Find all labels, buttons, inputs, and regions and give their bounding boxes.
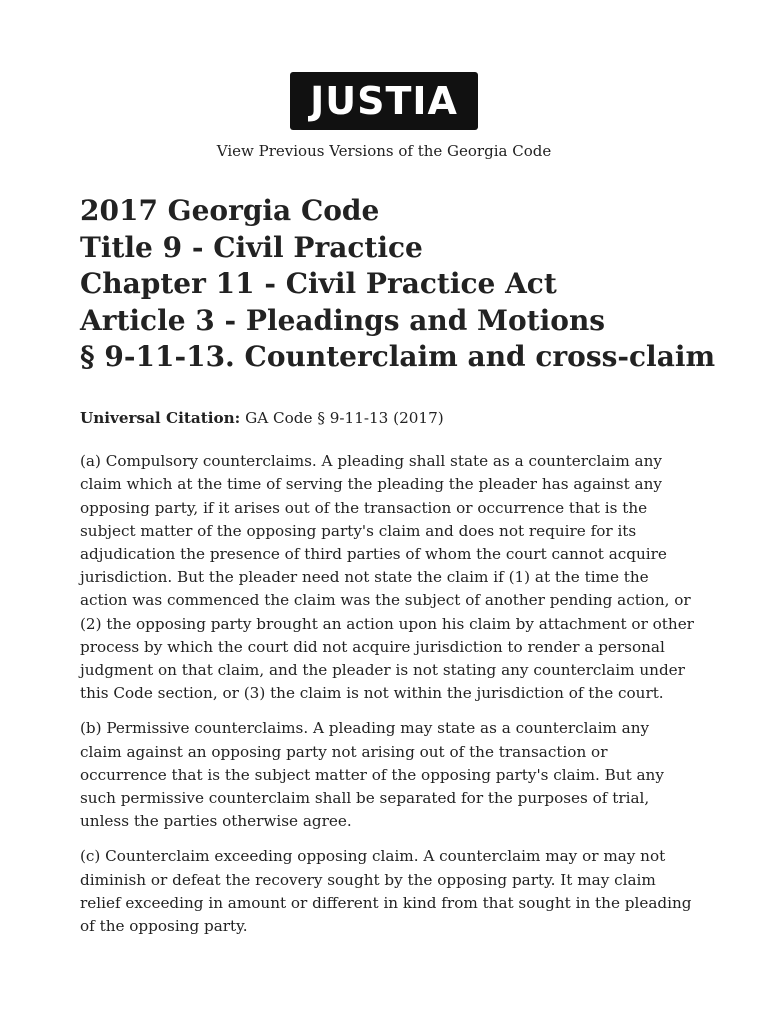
paragraph-b: (b) Permissive counterclaims. A pleading may state as a counterclaim any claim against an opposing party not arising out of the transaction or occurrence that is the subject matter of the opposing party's claim. But any such permissive counterclaim shall be separated for the purposes of trial, unless the parties otherwise agree. (80, 719, 664, 831)
code-section-content (80, 407, 695, 950)
heading-article: Article 3 - Pleadings and Motions (80, 303, 606, 337)
logo-text: JUSTIA (310, 79, 458, 123)
citation-value: GA Code § 9-11-13 (2017) (240, 409, 444, 427)
paragraph-a: (a) Compulsory counterclaims. A pleading shall state as a counterclaim any claim which at the time of serving the pleading the pleader has against any opposing party, if it arises out of the transaction or occurrence that is the subject matter of the opposing party's claim and does not require for its adjudication the presence of third parties of whom the court cannot acquire jurisdiction. But the pleader need not state the claim if (1) at the time the action was commenced the claim was the subject of another pending action, or (2) the opposing party brought an action upon his claim by attachment or other process by which the court did not acquire jurisdiction to render a personal judgment on that claim, and the pleader is not stating any counterclaim under this Code section, or (3) the claim is not within the jurisdiction of the court. (80, 452, 694, 703)
paragraph-c: (c) Counterclaim exceeding opposing claim. A counterclaim may or may not diminish or defeat the recovery sought by the opposing party. It may claim relief exceeding in amount or different in kind from that sought in the pleading of the opposing party. (80, 847, 692, 936)
page-title (80, 193, 720, 376)
citation-label: Universal Citation: (80, 409, 241, 427)
heading-chapter: Chapter 11 - Civil Practice Act (80, 267, 557, 300)
heading-title: Title 9 - Civil Practice (80, 230, 423, 264)
heading-section: § 9-11-13. Counterclaim and cross-claim (80, 340, 716, 373)
previous-versions-link[interactable]: View Previous Versions of the Georgia Code (216, 142, 552, 160)
heading-code: 2017 Georgia Code (80, 194, 380, 227)
justia-logo[interactable] (290, 72, 478, 130)
universal-citation (80, 407, 695, 430)
